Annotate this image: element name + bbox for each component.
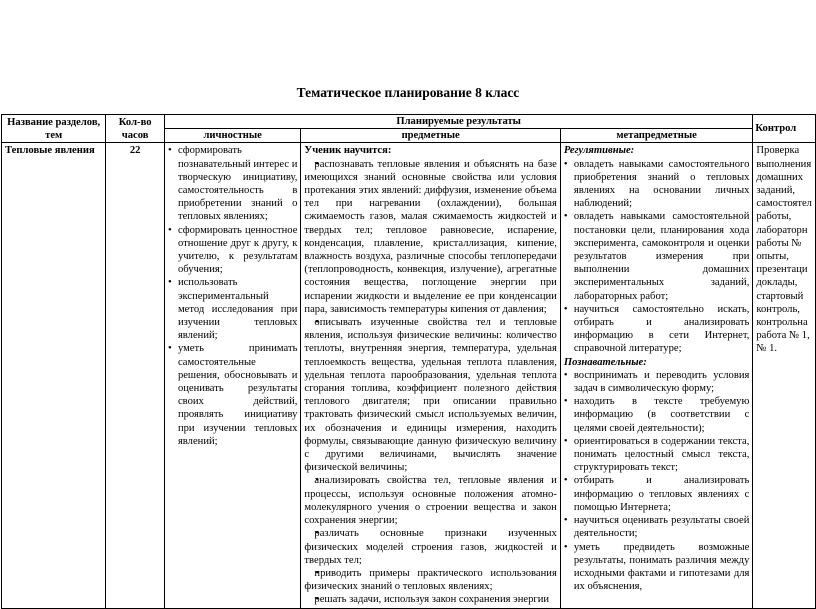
control-line: домашних (756, 171, 803, 183)
list-item: • овладеть навыками самостоятельного приобретения знаний о тепловых явлениях на основании личных наблюдений; (564, 158, 750, 211)
cognitive-heading: Познавательные: (563, 356, 647, 368)
cognitive-list (564, 369, 750, 593)
control-line: самостоятел (756, 198, 812, 210)
hours-cell: 22 (106, 143, 165, 608)
meta-cell (560, 143, 753, 608)
section-cell: Тепловые явления (2, 143, 106, 608)
control-line: выполнения (756, 158, 812, 170)
list-item: • ориентироваться в содержании текста, понимать целостный смысл текста, структурировать текст; (564, 435, 750, 475)
control-line: контрольна (756, 317, 808, 329)
list-item: • распознавать тепловые явления и объяснять на базе имеющихся знаний основные свойства или условия протекания этих явлений: диффузия, изменение объема тел при нагревании (охлаждении), большая сжимаемость газов, малая сжимаемость жидкостей и твердых тел; тепловое равновесие, испарение, конденсация, плавление, кристаллизация, кипение, влажность воздуха, различные способы теплопередачи (теплопроводность, конвекция, излучение), агрегатные состояния вещества, поглощение энергии при испарении жидкости и выделение ее при конденсации пара, зависимость температуры кипения от давления; (304, 158, 556, 316)
regulative-list (564, 158, 750, 356)
control-cell (753, 143, 816, 608)
list-item: • анализировать свойства тел, тепловые явления и процессы, используя основные положения атомно-молекулярного учения о строении вещества и закон сохранения энергии; (304, 474, 556, 527)
control-line: Проверка (756, 145, 800, 157)
control-line: доклады, (756, 277, 798, 289)
control-line: заданий, (756, 185, 796, 197)
subject-list (304, 158, 556, 607)
list-item: • овладеть навыками самостоятельной постановки цели, планирования хода эксперимента, самоконтроля и оценки результатов измерения при выполнении домашних экспериментальных заданий, лабораторных работ; (564, 210, 750, 302)
control-header: Контрол (753, 115, 816, 143)
subject-lead: Ученик научится: (304, 145, 392, 157)
personal-list (168, 144, 297, 448)
list-item: • использовать экспериментальный метод исследования при изучении тепловых явлений; (168, 276, 297, 342)
control-line: лабораторн (756, 224, 808, 236)
control-line: презентаци (756, 264, 808, 276)
list-item: • описывать изученные свойства тел и тепловые явления, используя физические величины: количество теплоты, внутренняя энергия, температура, удельная теплоемкость вещества, удельная теплота плавления, удельная теплота парообразования, удельная теплота сгорания топлива, коэффициент полезного действия теплового двигателя; при описании правильно трактовать физический смысл используемых величин, их обозначения и единицы измерения, находить формулы, связывающие данную физическую величину с другими величинами, вычислять значение физической величины; (304, 316, 556, 474)
control-line: стартовый (756, 290, 804, 302)
planning-table (1, 114, 816, 609)
personal-cell (164, 143, 300, 608)
list-item: • уметь предвидеть возможные результаты, понимать различия между исходными фактами и гипотезами для их объяснения, (564, 541, 750, 594)
list-item: • приводить примеры практического использования физических знаний о тепловых явлениях; (304, 567, 556, 593)
header-row (2, 115, 816, 129)
subject-header: предметные (301, 129, 560, 143)
list-item: • воспринимать и переводить условия задач в символическую форму; (564, 369, 750, 395)
personal-header: личностные (164, 129, 300, 143)
list-item: • находить в тексте требуемую информацию (в соответствии с целями своей деятельности); (564, 395, 750, 435)
control-line: контроль, (756, 303, 800, 315)
hours-header: Кол-во часов (106, 115, 165, 143)
list-item: • различать основные признаки изученных физических моделей строения газов, жидкостей и твердых тел; (304, 527, 556, 567)
table-row (2, 143, 816, 608)
list-item: • уметь принимать самостоятельные решения, обосновывать и оценивать результаты своих действий, проявлять инициативу при изучении тепловых явлений; (168, 342, 297, 448)
planned-results-header: Планируемые результаты (164, 115, 752, 129)
control-line: № 1. (756, 343, 778, 355)
page-title: Тематическое планирование 8 класс (296, 85, 520, 100)
subject-cell (301, 143, 560, 608)
list-item: • сформировать познавательный интерес и творческую инициативу, самостоятельность в приобретении знаний о тепловых явлениях; (168, 144, 297, 223)
control-line: работы № (756, 237, 802, 249)
section-header: Название разделов, тем (2, 115, 106, 143)
list-item: • научиться оценивать результаты своей деятельности; (564, 514, 750, 540)
control-line: работы, (756, 211, 792, 223)
meta-header: метапредметные (560, 129, 753, 143)
list-item: • научиться самостоятельно искать, отбирать и анализировать информацию в сети Интернет, справочной литературе; (564, 303, 750, 356)
regulative-heading: Регулятивные: (563, 145, 635, 157)
list-item: • сформировать ценностное отношение друг к другу, к учителю, к результатам обучения; (168, 224, 297, 277)
list-item: • решать задачи, используя закон сохранения энергии (304, 593, 556, 606)
list-item: • отбирать и анализировать информацию о тепловых явлениях с помощью Интернета; (564, 474, 750, 514)
control-line: опыты, (756, 251, 789, 263)
control-line: работа № 1, (756, 330, 810, 342)
